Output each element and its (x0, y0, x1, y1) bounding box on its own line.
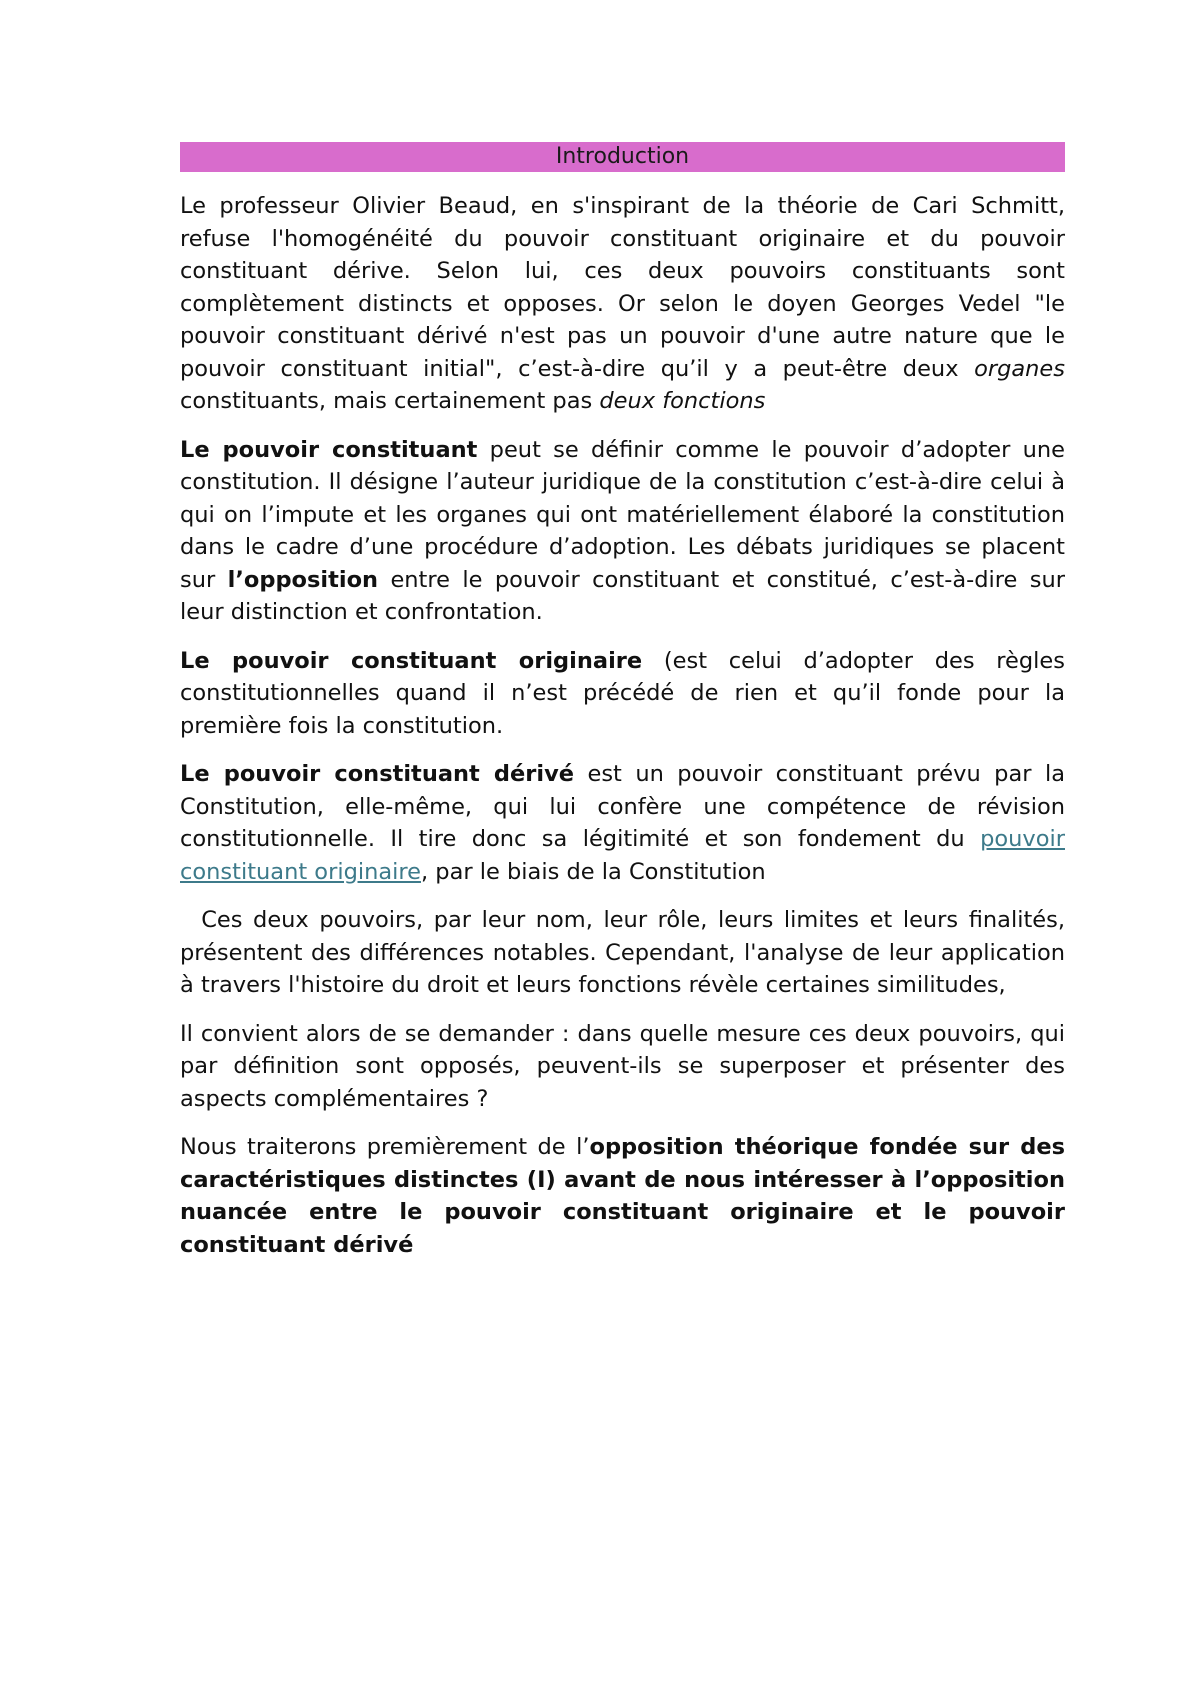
p1-text-1: Le professeur Olivier Beaud, en s'inspirant de la théorie de Cari Schmitt, refuse l'homogénéité du pouvoir constituant originaire et du pouvoir constituant dérive. Selon lui, ces deux pouvoirs constituants sont complètement distincts et opposes. Or selon le doyen Georges Vedel "le pouvoir constituant dérivé n'est pas un pouvoir d'une autre nature que le pouvoir constituant initial", c’est-à-dire qu’il y a peut-être deux (180, 193, 1065, 382)
p5-text-1: Ces deux pouvoirs, par leur nom, leur rôle, leurs limites et leurs finalités, présentent des différences notables. Cependant, l'analyse de leur application à travers l'histoire du droit et leurs fonctions révèle certaines similitudes, (180, 907, 1065, 998)
p1-text-2: constituants, mais certainement pas (180, 388, 600, 414)
paragraph-6 (180, 1018, 1065, 1116)
p2-text-1: peut se définir comme le pouvoir d’adopter une constitution. Il désigne l’auteur juridique de la constitution c’est-à-dire celui à qui on l’impute et les organes qui ont matériellement élaboré la constitution dans le cadre d’une procédure d’adoption. Les débats juridiques se placent sur (180, 436, 1066, 593)
paragraph-7 (180, 1131, 1065, 1261)
pouvoir-constituant-originaire-link[interactable]: pouvoir constituant originaire (180, 826, 1065, 885)
paragraph-3 (180, 645, 1065, 743)
p3-text-1: (est celui d’adopter des règles constitutionnelles quand il n’est précédé de rien et qu’il fonde pour la première fois la constitution. (180, 647, 1065, 739)
p1-italic-deux-fonctions: deux fonctions (599, 388, 766, 414)
document-page (180, 142, 1065, 1277)
p1-italic-organes: organes (974, 355, 1065, 382)
p7-bold-plan: opposition théorique fondée sur des caractéristiques distinctes (I) avant de nous intéresser à l’opposition nuancée entre le pouvoir constituant originaire et le pouvoir constituant dérivé (180, 1134, 1065, 1258)
paragraph-4 (180, 758, 1065, 888)
p4-bold-derive: Le pouvoir constituant dérivé (180, 761, 575, 787)
p2-text-2: entre le pouvoir constituant et constitué, c’est-à-dire sur leur distinction et confrontation. (180, 566, 1066, 625)
introduction-heading: Introduction (180, 142, 1065, 172)
p7-text-1: Nous traiterons premièrement de l’ (180, 1134, 590, 1160)
p4-text-2: , par le biais de la Constitution (421, 858, 766, 885)
p6-text-1: Il convient alors de se demander : dans quelle mesure ces deux pouvoirs, qui par définition sont opposés, peuvent-ils se superposer et présenter des aspects complémentaires ? (180, 1020, 1065, 1112)
p2-bold-opposition: l’opposition (227, 566, 379, 593)
p2-bold-pouvoir-constituant: Le pouvoir constituant (180, 436, 478, 463)
p4-text-1: est un pouvoir constituant prévu par la Constitution, elle-même, qui lui confère une compétence de révision constitutionnelle. Il tire donc sa légitimité et son fondement du (180, 761, 1065, 852)
paragraph-2 (180, 434, 1065, 629)
p3-bold-originaire: Le pouvoir constituant originaire (180, 647, 643, 674)
paragraph-5 (180, 904, 1065, 1002)
paragraph-1 (180, 190, 1065, 418)
